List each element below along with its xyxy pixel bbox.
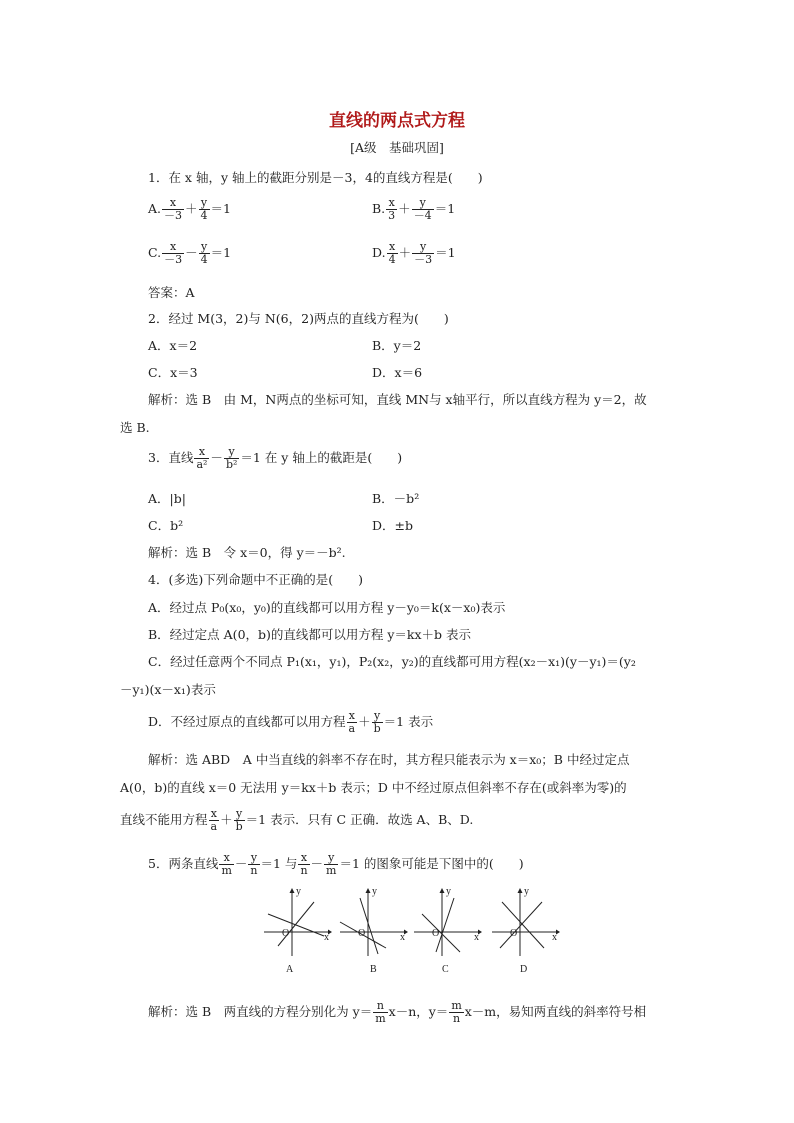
- graph-b: [338, 888, 408, 958]
- y-axis-label: y: [524, 886, 529, 897]
- q4-analysis-line-2: A(0，b)的直线 x＝0 无法用 y＝kx＋b 表示；D 中不经过原点但斜率不存在(或斜率为零)的: [120, 780, 627, 795]
- q3-analysis: 解析：选 B 令 x＝0，得 y＝－b².: [148, 545, 346, 560]
- figure-label: D: [520, 964, 528, 975]
- fraction: $\frac{y}{b}$: [235, 807, 243, 833]
- question-2-stem: 2．经过 M(3，2)与 N(6，2)两点的直线方程为( ): [148, 311, 449, 326]
- fraction: $\frac{x}{4}$: [388, 240, 396, 266]
- line-2: [268, 914, 324, 936]
- question-3-stem: 3．直线 $\frac{x}{\text{a²}}$ － $\frac{y}{\text{b²}}$ ＝1 在 y 轴上的截距是( ): [148, 445, 403, 471]
- option-label: A.: [148, 201, 162, 216]
- q2-analysis-line-1: 解析：选 B 由 M，N两点的坐标可知，直线 MN与 x轴平行，所以直线方程为 y＝2，故: [148, 392, 647, 407]
- x-axis-label: x: [552, 932, 557, 943]
- q2-option-b: B．y＝2: [372, 338, 422, 353]
- q1-option-b: B. $\frac{x}{3}$ ＋ $\frac{y}{-4}$ ＝1: [372, 196, 456, 222]
- q3-option-c: C．b²: [148, 518, 184, 533]
- fraction: $\frac{y}{\text{b²}}$: [225, 445, 238, 471]
- fraction: $\frac{x}{-3}$: [164, 240, 183, 266]
- fraction: $\frac{x}{-3}$: [164, 196, 183, 222]
- figure-c: [412, 886, 482, 975]
- line-1: [278, 902, 314, 946]
- y-axis-arrow: [518, 888, 523, 893]
- q2-option-a: A．x＝2: [148, 338, 198, 353]
- line-2: [360, 898, 378, 954]
- line-2: [502, 902, 544, 948]
- x-axis-label: x: [400, 932, 405, 943]
- option-label: B.: [372, 201, 386, 216]
- y-axis-label: y: [446, 886, 451, 897]
- fraction: $\frac{y}{-4}$: [413, 196, 432, 222]
- fraction: $\frac{x}{a}$: [348, 709, 356, 735]
- q1-option-d: D. $\frac{x}{4}$ ＋ $\frac{y}{-3}$ ＝1: [372, 240, 456, 266]
- figure-label: C: [442, 964, 449, 975]
- q4-option-c-line-2: －y₁)(x－x₁)表示: [120, 682, 216, 697]
- figure-label: A: [286, 964, 294, 975]
- q1-option-c: C. $\frac{x}{-3}$ － $\frac{y}{4}$ ＝1: [148, 240, 232, 266]
- graph-c: [412, 888, 482, 958]
- page-title: 直线的两点式方程: [329, 111, 465, 131]
- fraction: $\frac{y}{n}$: [250, 851, 258, 877]
- y-axis-label: y: [296, 886, 301, 897]
- q4-option-b: B．经过定点 A(0，b)的直线都可以用方程 y＝kx＋b 表示: [148, 627, 472, 642]
- q1-answer: 答案：A: [148, 285, 195, 300]
- fraction: $\frac{x}{\text{a²}}$: [196, 445, 208, 471]
- fraction: $\frac{n}{m}$: [375, 999, 386, 1025]
- figure-label: B: [370, 964, 377, 975]
- origin-label: O: [358, 928, 366, 939]
- q3-option-d: D．±b: [372, 518, 413, 533]
- y-axis-arrow: [366, 888, 371, 893]
- fraction: $\frac{y}{m}$: [326, 851, 337, 877]
- fraction: $\frac{y}{-3}$: [414, 240, 433, 266]
- x-axis-label: x: [474, 932, 479, 943]
- q1-option-a: A. $\frac{x}{-3}$ ＋ $\frac{y}{4}$ ＝1: [148, 196, 231, 222]
- fraction: $\frac{x}{a}$: [210, 807, 218, 833]
- figure-b: [338, 886, 408, 975]
- y-axis-arrow: [440, 888, 445, 893]
- line-1: [500, 902, 542, 948]
- figure-a: [262, 886, 332, 975]
- fraction: $\frac{x}{m}$: [221, 851, 232, 877]
- q5-analysis: 解析：选 B 两直线的方程分别化为 y＝ $\frac{n}{m}$ x－n，y＝ $\frac{m}{n}$ x－m，易知两直线的斜率符号相: [148, 999, 647, 1025]
- q2-analysis-line-2: 选 B.: [120, 420, 150, 435]
- fraction: $\frac{y}{4}$: [200, 196, 208, 222]
- origin-label: O: [432, 928, 440, 939]
- fraction: $\frac{y}{b}$: [373, 709, 381, 735]
- q2-option-d: D．x＝6: [372, 365, 423, 380]
- fraction: $\frac{x}{n}$: [300, 851, 308, 877]
- figure-d: [490, 886, 560, 975]
- option-label: C.: [148, 245, 162, 260]
- graph-a: [262, 888, 332, 958]
- option-label: D.: [372, 245, 386, 260]
- q2-option-c: C．x＝3: [148, 365, 198, 380]
- q4-option-a: A．经过点 P₀(x₀，y₀)的直线都可以用方程 y－y₀＝k(x－x₀)表示: [148, 600, 506, 615]
- q4-option-d: D．不经过原点的直线都可以用方程 $\frac{x}{a}$ ＋ $\frac{y}{b}$ ＝1 表示: [148, 709, 434, 735]
- question-1-stem: 1．在 x 轴，y 轴上的截距分别是－3，4的直线方程是( ): [148, 170, 483, 185]
- q4-analysis-line-3: 直线不能用方程 $\frac{x}{a}$ ＋ $\frac{y}{b}$ ＝1 表示．只有 C 正确．故选 A、B、D.: [120, 807, 474, 833]
- fraction: $\frac{y}{4}$: [200, 240, 208, 266]
- line-1: [422, 914, 460, 952]
- question-5-stem: 5．两条直线 $\frac{x}{m}$ － $\frac{y}{n}$ ＝1 与 $\frac{x}{n}$ － $\frac{y}{m}$ ＝1 的图象可能是下图中的( ): [148, 851, 524, 877]
- x-axis-label: x: [324, 932, 329, 943]
- fraction: $\frac{m}{n}$: [451, 999, 462, 1025]
- origin-label: O: [510, 928, 518, 939]
- q4-analysis-line-1: 解析：选 ABD A 中当直线的斜率不存在时，其方程只能表示为 x＝x₀；B 中经过定点: [148, 752, 630, 767]
- origin-label: O: [282, 928, 290, 939]
- y-axis-label: y: [372, 886, 377, 897]
- fraction: $\frac{x}{3}$: [388, 196, 396, 222]
- question-4-stem: 4．(多选)下列命题中不正确的是( ): [148, 572, 363, 587]
- q3-option-b: B．－b²: [372, 491, 420, 506]
- y-axis-arrow: [290, 888, 295, 893]
- q4-option-c-line-1: C．经过任意两个不同点 P₁(x₁，y₁)，P₂(x₂，y₂)的直线都可用方程(x₂－x₁)(y－y₁)＝(y₂: [148, 654, 636, 669]
- graph-d: [490, 888, 560, 958]
- section-subtitle: [A级 基础巩固]: [350, 140, 444, 155]
- q3-option-a: A．|b|: [148, 491, 186, 506]
